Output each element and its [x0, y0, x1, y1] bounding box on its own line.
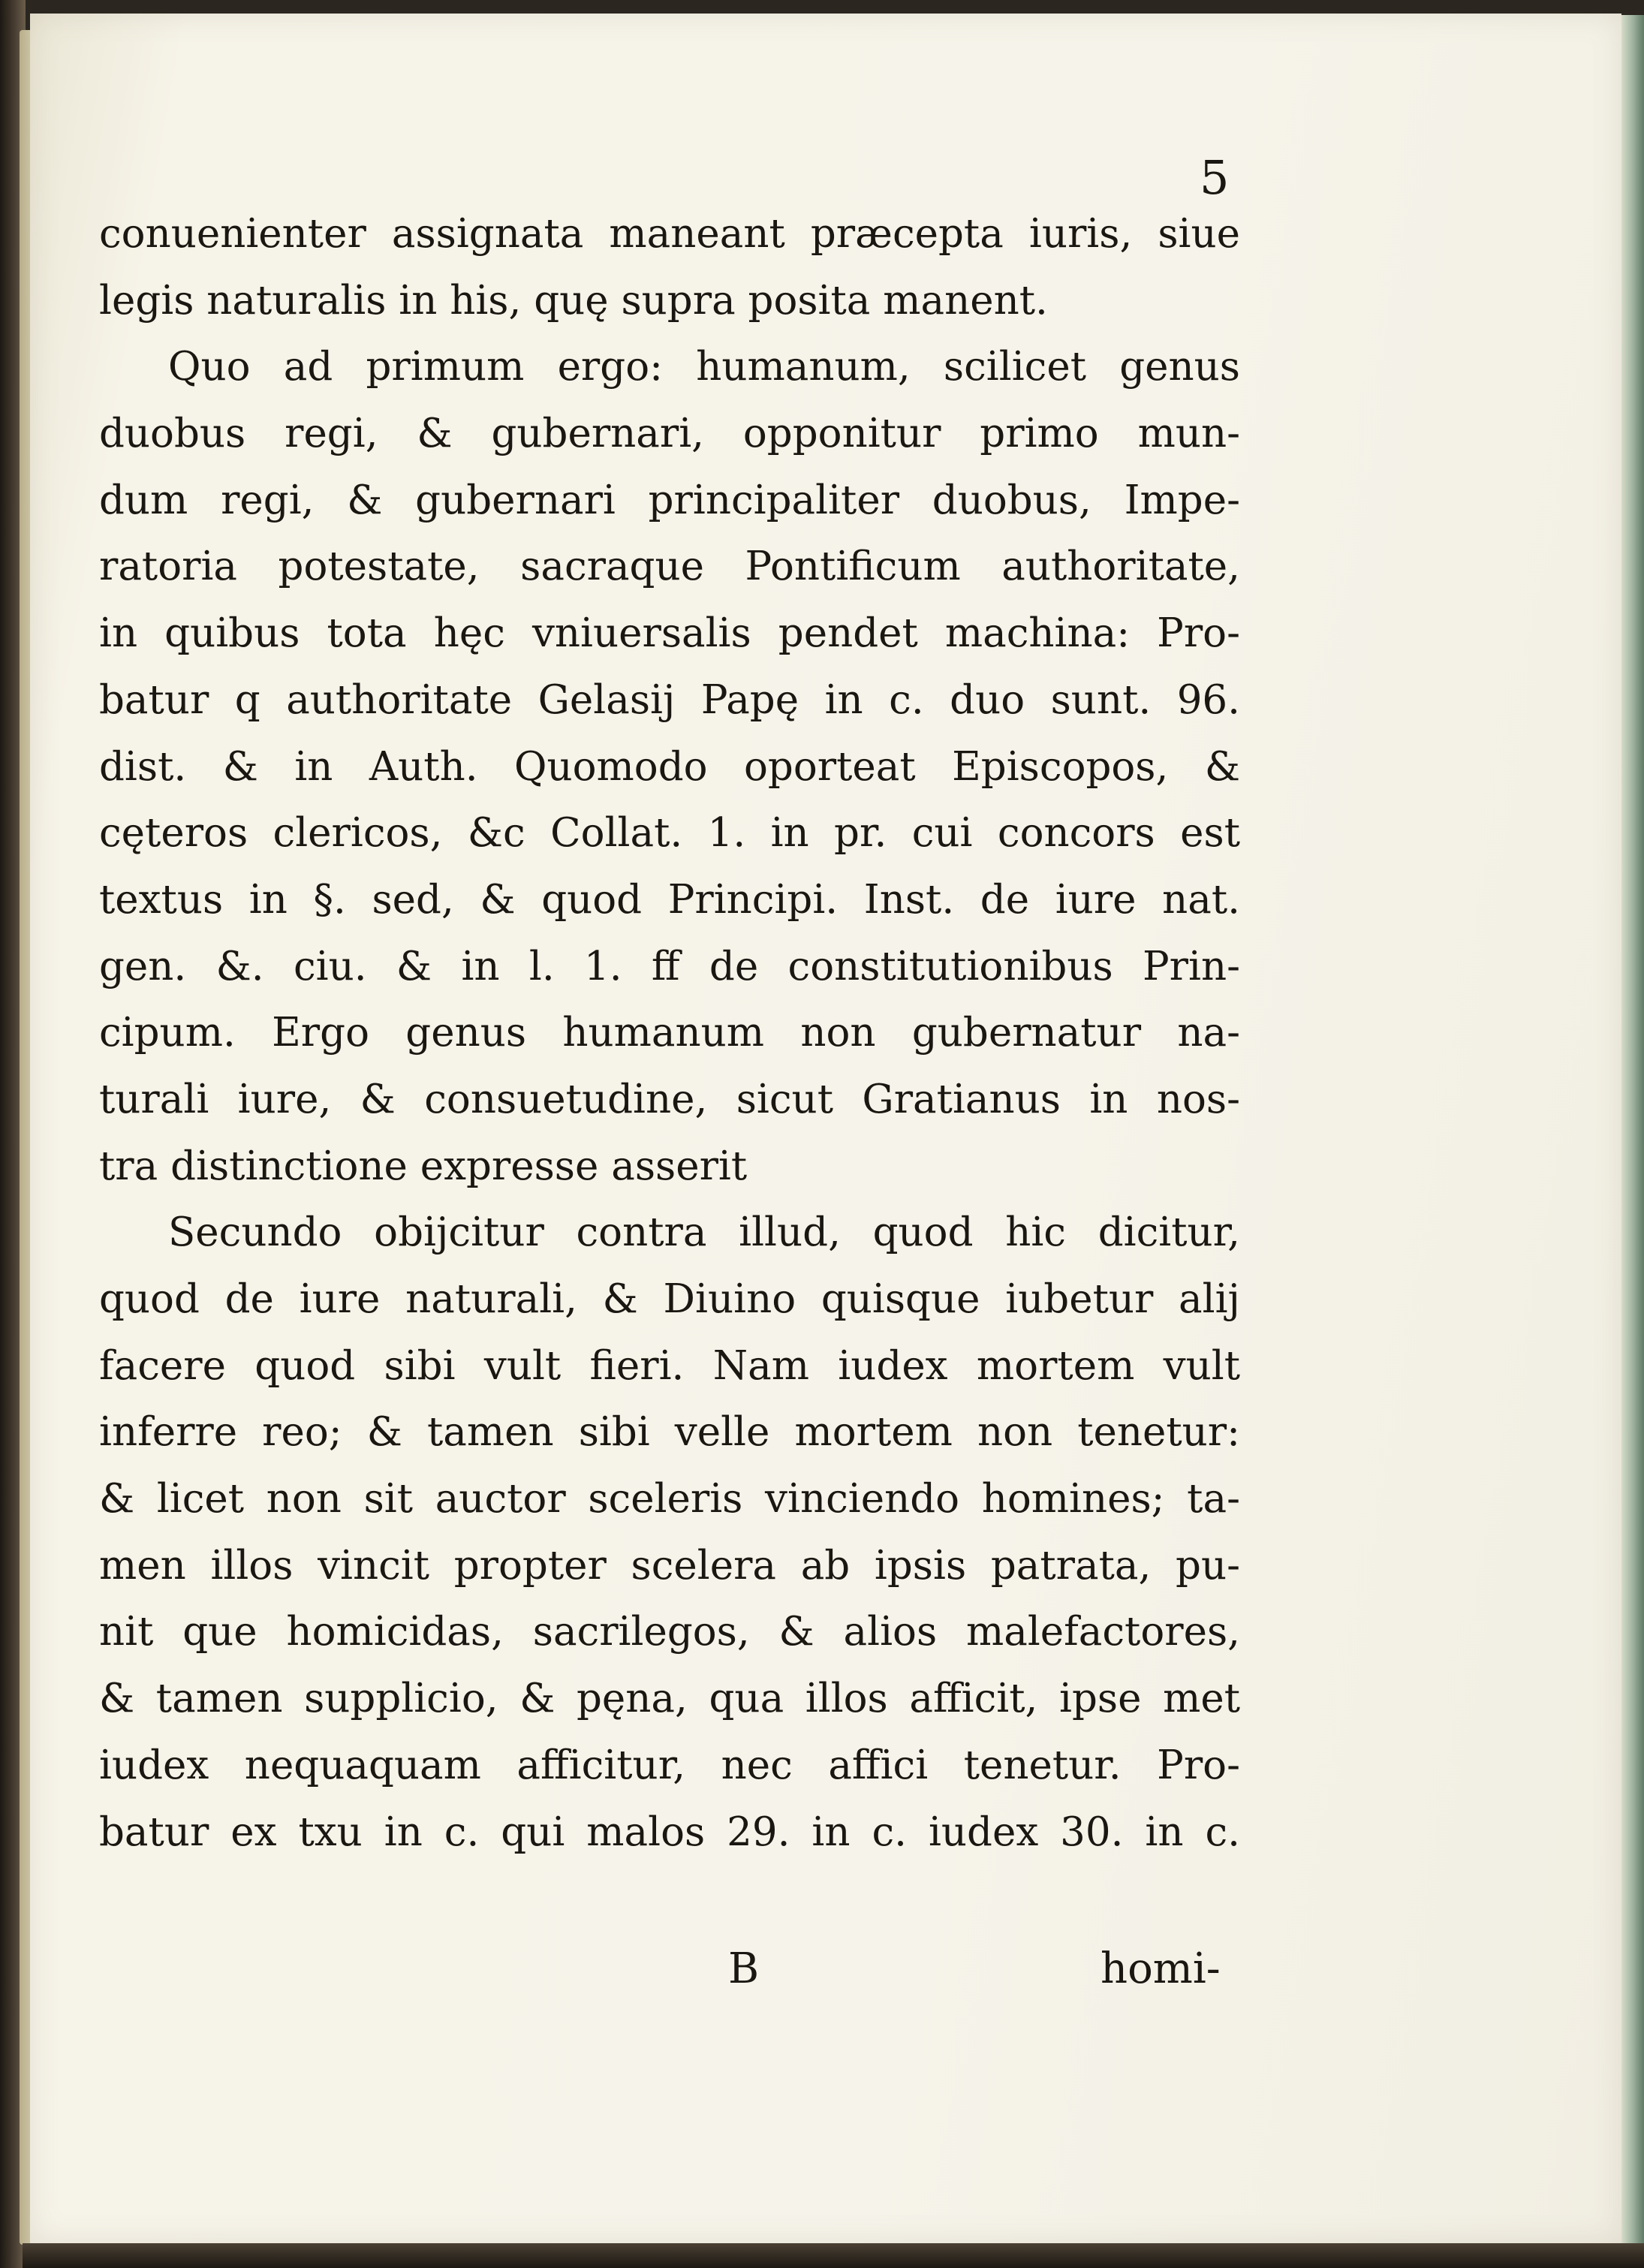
text-line: dum regi, & gubernari principaliter duobus, Impe-	[99, 477, 1240, 523]
text-line: & licet non sit auctor sceleris vinciendo homines; ta-	[99, 1476, 1240, 1523]
text-line: gen. &. ciu. & in l. 1. ff de constitutionibus Prin-	[99, 943, 1240, 989]
text-line: iudex nequaquam afficitur, nec affici tenetur. Pro-	[99, 1742, 1240, 1788]
page-fore-edge	[1621, 15, 1644, 2245]
text-line: cipum. Ergo genus humanum non gubernatur na-	[99, 1010, 1240, 1056]
text-line: & tamen supplicio, & pęna, qua illos afficit, ipse met	[99, 1676, 1240, 1722]
text-line: Secundo obijcitur contra illud, quod hic dicitur,	[168, 1209, 1240, 1256]
text-line: men illos vincit propter scelera ab ipsis patrata, pu-	[99, 1542, 1240, 1589]
text-line: quod de iure naturali, & Diuino quisque iubetur alij	[99, 1276, 1240, 1322]
text-line: inferre reo; & tamen sibi velle mortem non tenetur:	[99, 1409, 1240, 1456]
catchword: homi-	[1101, 1944, 1221, 1993]
text-line: nit que homicidas, sacrilegos, & alios malefactores,	[99, 1609, 1240, 1655]
text-line: conuenienter assignata maneant præcepta iuris, siue	[99, 211, 1240, 257]
page-bottom-edge	[23, 2243, 1644, 2268]
text-line: turali iure, & consuetudine, sicut Gratianus in nos-	[99, 1076, 1240, 1122]
text-line: duobus regi, & gubernari, opponitur primo mun-	[99, 411, 1240, 457]
text-line: ratoria potestate, sacraque Pontificum authoritate,	[99, 544, 1240, 590]
signature-mark: B	[728, 1944, 760, 1993]
text-line: textus in §. sed, & quod Principi. Inst. de iure nat.	[99, 876, 1240, 923]
text-line: tra distinctione expresse asserit	[99, 1143, 748, 1189]
text-line: batur ex txu in c. qui malos 29. in c. iudex 30. in c.	[99, 1809, 1240, 1855]
text-line: facere quod sibi vult fieri. Nam iudex mortem vult	[99, 1342, 1240, 1389]
page-number: 5	[1200, 150, 1230, 205]
text-line: Quo ad primum ergo: humanum, scilicet genus	[168, 344, 1240, 390]
text-line: dist. & in Auth. Quomodo oporteat Episcopos, &	[99, 743, 1240, 790]
text-line: in quibus tota hęc vniuersalis pendet machina: Pro-	[99, 610, 1240, 657]
text-line: cęteros clericos, &c Collat. 1. in pr. cui concors est	[99, 810, 1240, 857]
body-text	[99, 201, 1240, 1866]
text-line: batur q authoritate Gelasij Papę in c. duo sunt. 96.	[99, 676, 1240, 723]
text-line: legis naturalis in his, quę supra posita manent.	[99, 277, 1048, 324]
